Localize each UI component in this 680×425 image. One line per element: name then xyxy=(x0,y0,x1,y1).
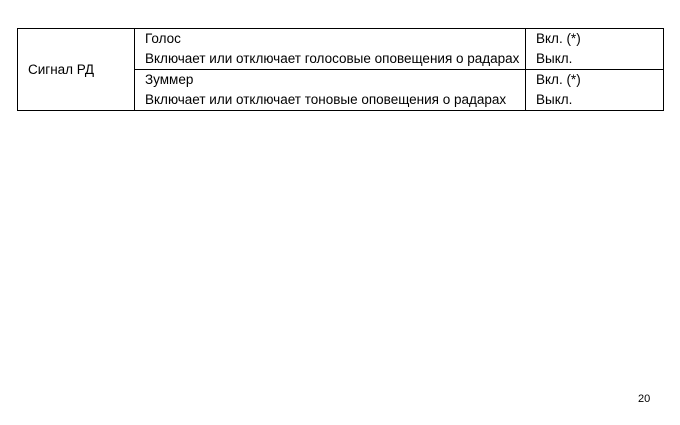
page-number: 20 xyxy=(638,393,651,405)
option-name: Голос xyxy=(145,31,181,46)
values-cell xyxy=(526,29,664,70)
option-cell xyxy=(135,29,526,70)
value-on: Вкл. (*) xyxy=(536,31,581,46)
option-description: Включает или отключает тоновые оповещения о радарах xyxy=(145,92,507,107)
group-label: Сигнал РД xyxy=(28,61,95,77)
table-row xyxy=(18,29,664,70)
group-label-cell xyxy=(18,29,135,111)
value-on: Вкл. (*) xyxy=(536,72,581,87)
values-cell xyxy=(526,70,664,111)
settings-table xyxy=(17,28,664,111)
value-off: Выкл. xyxy=(536,51,573,66)
option-description: Включает или отключает голосовые оповещения о радарах xyxy=(145,51,520,66)
option-name: Зуммер xyxy=(145,72,194,87)
value-off: Выкл. xyxy=(536,92,573,107)
option-cell xyxy=(135,70,526,111)
